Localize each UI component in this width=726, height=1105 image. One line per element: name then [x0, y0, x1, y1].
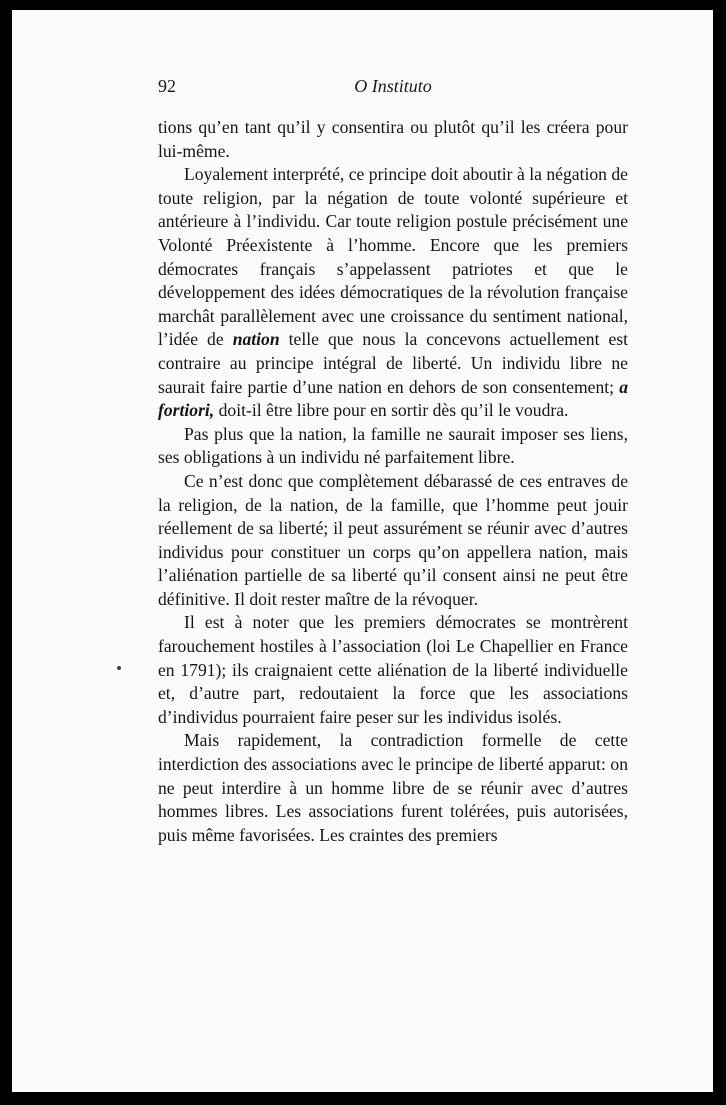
- italic-text: a fortiori,: [158, 376, 628, 421]
- page-header: [158, 76, 628, 106]
- page-number: 92: [158, 76, 176, 96]
- text-run: tions qu’en tant qu’il y consentira ou plutôt qu’il les créera pour lui-même.: [158, 117, 628, 161]
- text-run: telle que nous la concevons actuellement est contraire au principe intégral de liberté. Un individu libre ne saurait faire partie d’une nation en dehors de son consentement;: [158, 329, 629, 397]
- text-run: Mais rapidement, la contradiction formelle de cette interdiction des associations avec le principe de liberté apparut: on ne peut interdire à un homme libre de se réunir avec d’autres hommes libres. Les associations furent tolérées, puis autorisées, puis même favorisées. Les craintes des premiers: [158, 730, 628, 845]
- paragraph: [158, 470, 628, 612]
- text-run: Loyalement interprété, ce principe doit aboutir à la négation de toute religion, par la négation de toute volonté supérieure et antérieure à l’individu. Car toute religion postule précisément une Volonté Préexistente à l’homme. Encore que les premiers démocrates français s’appelassent patriotes et que le développement des idées démocratiques de la révolution française marchât parallèlement avec une croissance du sentiment national, l’idée de: [158, 164, 628, 350]
- paragraph: [158, 163, 628, 423]
- text-run: doit-il être libre pour en sortir dès qu’il le voudra.: [214, 400, 569, 421]
- paragraph: [158, 729, 628, 847]
- body-text: [158, 116, 628, 847]
- paragraph: [158, 611, 628, 729]
- book-page: [12, 10, 713, 1092]
- text-run: Il est à noter que les premiers démocrates se montrèrent farouchement hostiles à l’association (loi Le Chapellier en France en 1791); ils craignaient cette aliénation de la liberté individuelle et, d’autre part, redoutaient la force que les associations d’individus pourraient faire peser sur les individus isolés.: [158, 612, 628, 727]
- italic-text: nation: [232, 329, 280, 350]
- margin-mark: [117, 666, 121, 670]
- text-run: Pas plus que la nation, la famille ne saurait imposer ses liens, ses obligations à un individu né parfaitement libre.: [158, 423, 628, 468]
- paragraph: [158, 423, 628, 470]
- paragraph: [158, 116, 628, 163]
- text-run: Ce n’est donc que complètement débarassé de ces entraves de la religion, de la nation, de la famille, que l’homme peut jouir réellement de sa liberté; il peut assurément se réunir avec d’autres individus pour constituer un corps qu’on appellera nation, mais l’aliénation partielle de sa liberté qu’il consent ainsi ne peut être définitive. Il doit rester maître de la révoquer.: [158, 470, 628, 609]
- running-title: O Instituto: [354, 76, 432, 96]
